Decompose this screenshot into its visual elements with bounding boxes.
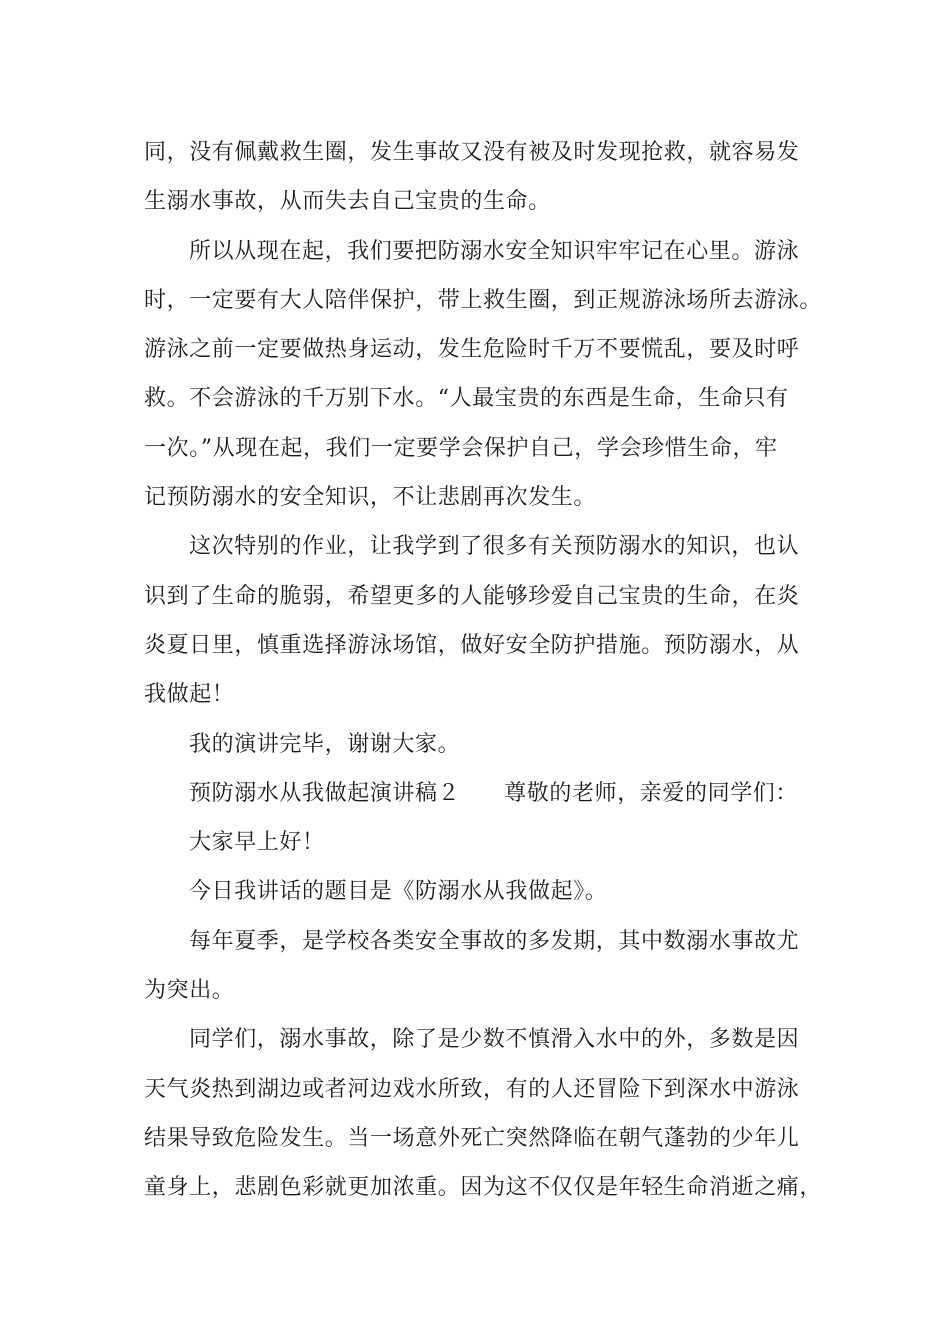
paragraph-start: 我的演讲完毕，谢谢大家。	[189, 731, 461, 757]
text-line: 天气炎热到湖边或者河边戏水所致，有的人还冒险下到深水中游泳	[144, 1076, 800, 1102]
text-line: 生溺水事故，从而失去自己宝贵的生命。	[144, 189, 551, 215]
text-line: 同，没有佩戴救生圈，发生事故又没有被及时发现抢救，就容易发	[144, 140, 800, 165]
text-line: 识到了生命的脆弱，希望更多的人能够珍爱自己宝贵的生命，在炎	[144, 583, 800, 609]
text-line: 救。不会游泳的千万别下水。“人最宝贵的东西是生命，生命只有	[144, 386, 789, 412]
text-line: 时，一定要有大人陪伴保护，带上救生圈，到正规游泳场所去游泳。	[144, 287, 823, 313]
paragraph-start: 同学们，溺水事故，除了是少数不慎滑入水中的外，多数是因	[189, 1027, 800, 1053]
paragraph-start: 所以从现在起，我们要把防溺水安全知识牢牢记在心里。游泳	[189, 238, 800, 264]
paragraph-start: 今日我讲话的题目是《防溺水从我做起》。	[189, 879, 608, 905]
text-line: 游泳之前一定要做热身运动，发生危险时千万不要慌乱，要及时呼	[144, 337, 800, 363]
text-line: 炎夏日里，慎重选择游泳场馆，做好安全防护措施。预防溺水，从	[144, 632, 800, 658]
text-line: 一次。”从现在起，我们一定要学会保护自己，学会珍惜生命，牢	[144, 435, 778, 461]
section-title: 预防溺水从我做起演讲稿２	[189, 780, 461, 806]
text-line: 童身上，悲剧色彩就更加浓重。因为这不仅仅是年轻生命消逝之痛，	[144, 1175, 823, 1201]
paragraph-start: 每年夏季，是学校各类安全事故的多发期，其中数溺水事故尤	[189, 928, 800, 954]
paragraph-start: 大家早上好！	[189, 830, 325, 856]
text-line: 我做起！	[144, 682, 235, 708]
text-line: 为突出。	[144, 978, 235, 1004]
salutation: 尊敬的老师，亲爱的同学们：	[504, 780, 799, 806]
text-line: 结果导致危险发生。当一场意外死亡突然降临在朝气蓬勃的少年儿	[144, 1125, 800, 1151]
text-line: 记预防溺水的安全知识，不让悲剧再次发生。	[144, 485, 597, 511]
paragraph-start: 这次特别的作业，让我学到了很多有关预防溺水的知识，也认	[189, 534, 800, 560]
section-heading-line	[144, 769, 824, 818]
document-body	[144, 128, 824, 1213]
